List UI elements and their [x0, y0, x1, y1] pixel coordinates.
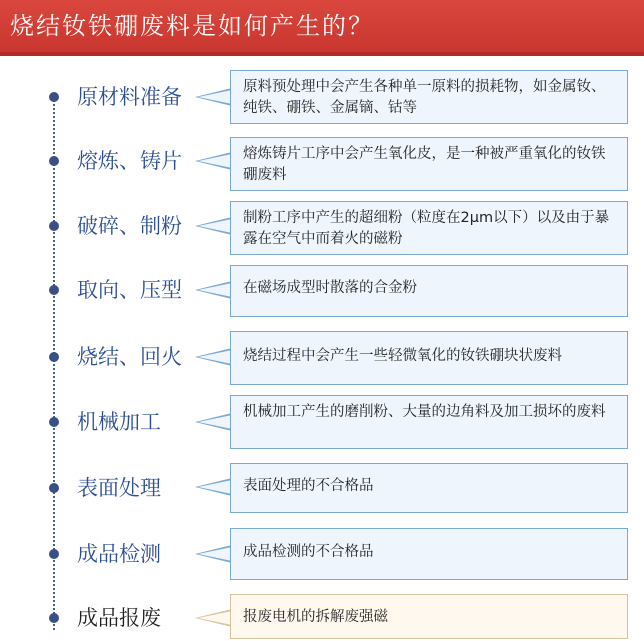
stage-label: 熔炼、铸片	[77, 149, 182, 173]
stage-description-box: 报废电机的拆解废强磁	[230, 594, 628, 639]
stage-label: 原材料准备	[77, 85, 182, 109]
page-title: 烧结钕铁硼废料是如何产生的？	[10, 12, 374, 40]
timeline-dot	[49, 92, 59, 102]
callout-pointer	[195, 413, 232, 431]
callout-pointer	[195, 152, 232, 170]
callout-pointer	[195, 348, 232, 366]
timeline-dot	[49, 221, 59, 231]
stage-description-box: 熔炼铸片工序中会产生氧化皮，是一种被严重氧化的钕铁硼废料	[230, 137, 628, 191]
stage-description-box: 机械加工产生的磨削粉、大量的边角料及加工损坏的废料	[230, 395, 628, 449]
stage-description-box: 成品检测的不合格品	[230, 528, 628, 580]
timeline-dot	[49, 613, 59, 623]
callout-pointer	[195, 478, 232, 496]
stage-description-box: 表面处理的不合格品	[230, 463, 628, 513]
stage-label: 破碎、制粉	[77, 214, 182, 238]
callout-pointer	[195, 609, 232, 627]
timeline-dot	[49, 285, 59, 295]
stage-description-box: 在磁场成型时散落的合金粉	[230, 265, 628, 317]
timeline-dot	[49, 156, 59, 166]
stage-description-box: 制粉工序中产生的超细粉（粒度在2μm以下）以及由于暴露在空气中而着火的磁粉	[230, 201, 628, 255]
timeline-dot	[49, 417, 59, 427]
timeline-dot	[49, 352, 59, 362]
stage-label: 成品报废	[77, 606, 161, 630]
callout-pointer	[195, 545, 232, 563]
timeline-dot	[49, 483, 59, 493]
callout-pointer	[195, 281, 232, 299]
stage-description-box: 烧结过程中会产生一些轻微氧化的钕铁硼块状废料	[230, 331, 628, 385]
stage-label: 表面处理	[77, 476, 161, 500]
timeline-dot	[49, 549, 59, 559]
stage-label: 取向、压型	[77, 278, 182, 302]
callout-pointer	[195, 88, 232, 106]
stage-description-box: 原料预处理中会产生各种单一原料的损耗物，如金属钕、纯铁、硼铁、金属镝、钴等	[230, 70, 628, 124]
stage-label: 机械加工	[77, 410, 161, 434]
stage-label: 成品检测	[77, 542, 161, 566]
stage-label: 烧结、回火	[77, 345, 182, 369]
callout-pointer	[195, 217, 232, 235]
title-banner	[0, 0, 644, 56]
